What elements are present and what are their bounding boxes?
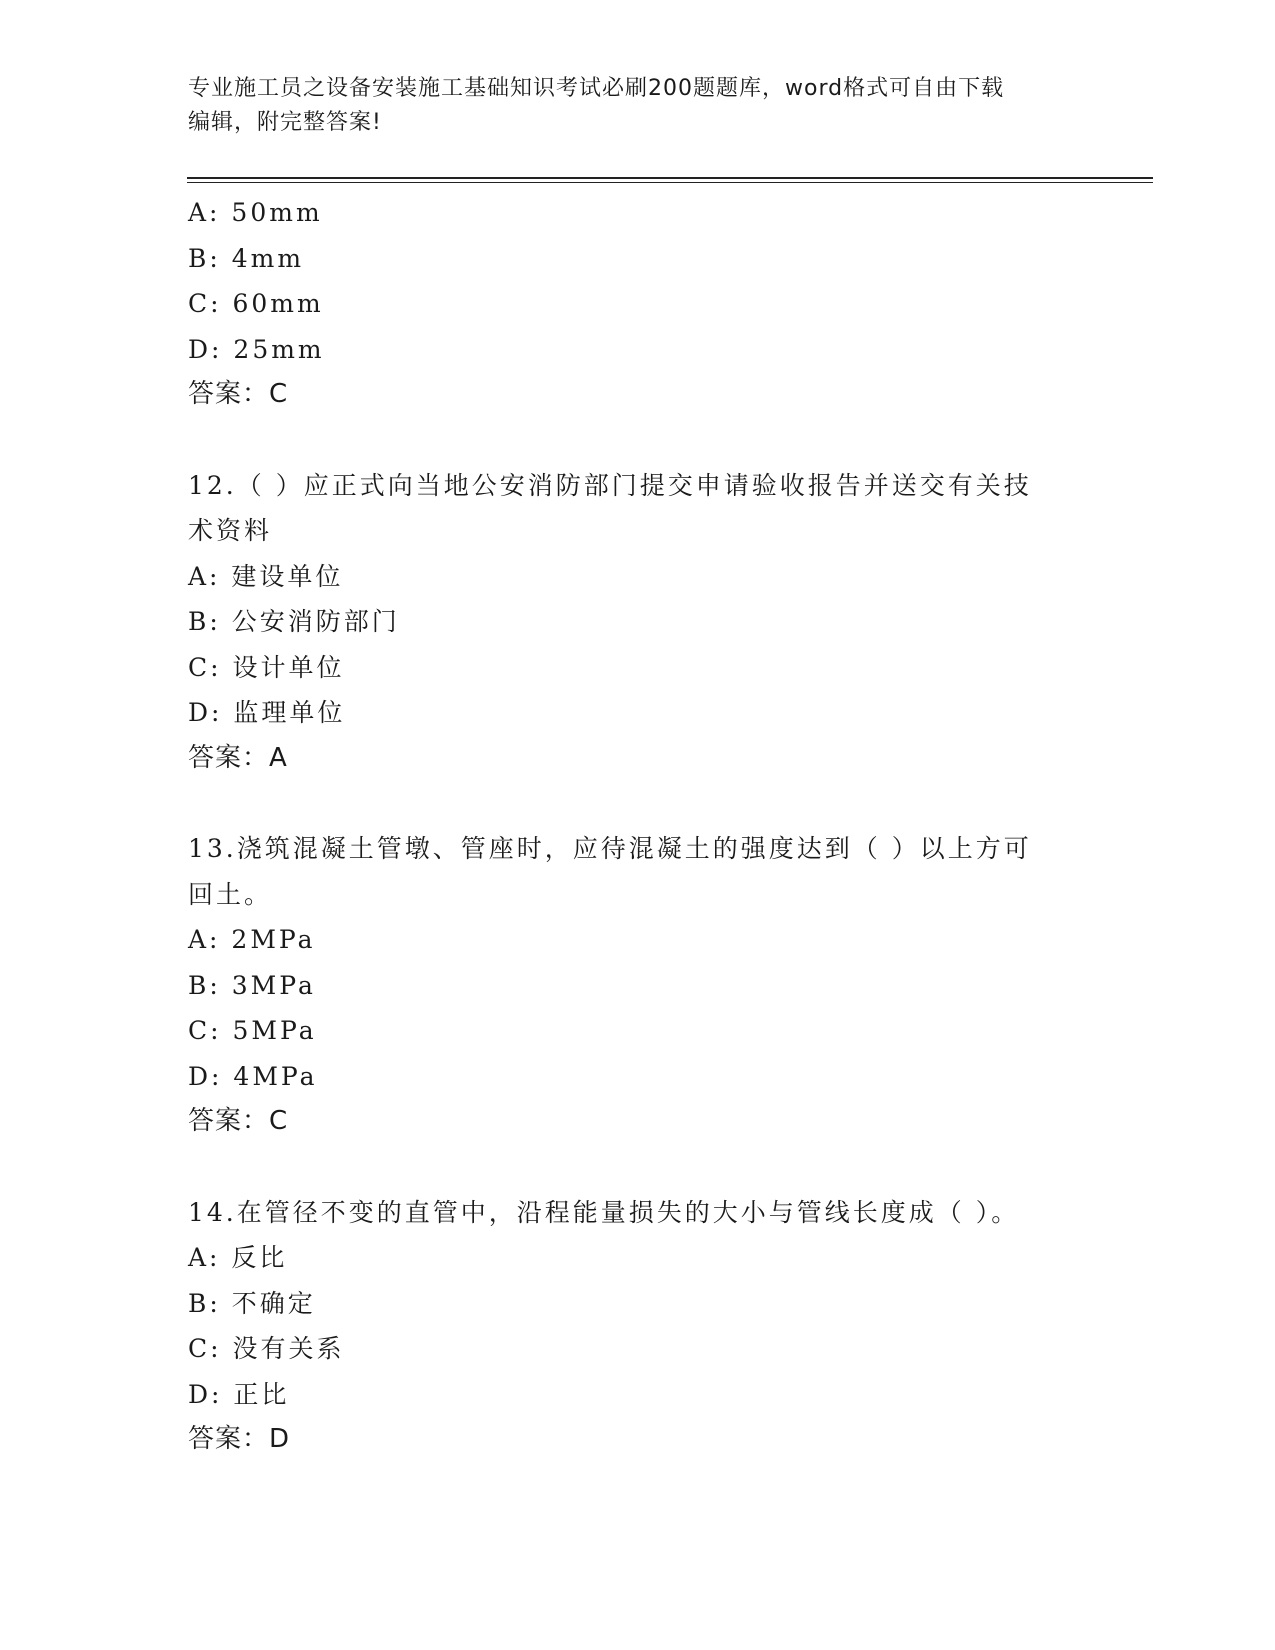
- header-title-line-1: 专业施工员之设备安装施工基础知识考试必刷200题题库，word格式可自由下载: [188, 76, 1005, 101]
- answer-label: 答案：C: [188, 379, 289, 409]
- option-b: B: 3MPa: [188, 970, 316, 1000]
- option-c: C: 5MPa: [188, 1016, 317, 1045]
- answer-label: 答案：A: [188, 742, 288, 773]
- option-b: B: 4mm: [188, 243, 305, 273]
- answer-label: 答案：D: [188, 1424, 291, 1454]
- question-stem-line-1: 12.（ ）应正式向当地公安消防部门提交申请验收报告并送交有关技: [188, 470, 1032, 500]
- question-stem-line-1: 13.浇筑混凝土管墩、管座时，应待混凝土的强度达到（ ）以上方可: [188, 834, 1032, 863]
- header-divider-thick: [187, 177, 1153, 179]
- question-stem-line-2: 回土。: [188, 879, 273, 909]
- question-stem-line-1: 14.在管径不变的直管中，沿程能量损失的大小与管线长度成（ ）。: [188, 1197, 1020, 1227]
- document-header: [188, 72, 1088, 140]
- question-stem-line-2: 术资料: [188, 516, 273, 545]
- option-d: D: 监理单位: [188, 698, 346, 727]
- option-a: A: 2MPa: [188, 925, 316, 954]
- option-a: A: 50mm: [188, 198, 323, 227]
- option-b: B: 不确定: [188, 1288, 316, 1318]
- option-b: B: 公安消防部门: [188, 607, 400, 636]
- answer-label: 答案：C: [188, 1106, 289, 1136]
- option-d: D: 25mm: [188, 334, 325, 364]
- question-list: [188, 190, 1088, 1463]
- option-c: C: 60mm: [188, 289, 324, 318]
- question-12: [188, 463, 1088, 782]
- option-c: C: 没有关系: [188, 1334, 345, 1363]
- option-a: A: 反比: [188, 1243, 288, 1272]
- question-14: [188, 1190, 1088, 1463]
- option-d: D: 正比: [188, 1379, 290, 1409]
- option-c: C: 设计单位: [188, 652, 345, 682]
- header-divider-thin: [187, 182, 1153, 183]
- question-11: [188, 190, 1088, 418]
- option-d: D: 4MPa: [188, 1061, 318, 1091]
- header-title-line-2: 编辑，附完整答案!: [188, 110, 382, 135]
- question-13: [188, 826, 1088, 1145]
- option-a: A: 建设单位: [188, 561, 344, 591]
